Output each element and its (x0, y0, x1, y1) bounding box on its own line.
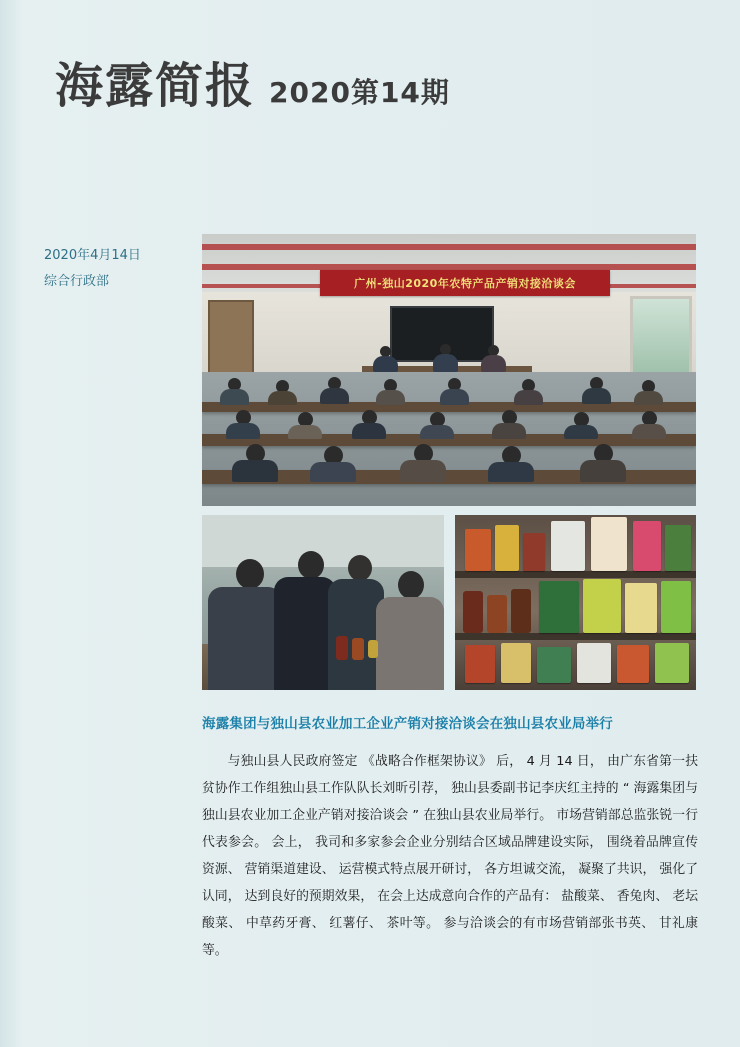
product-package (539, 581, 579, 633)
person-body (488, 462, 534, 482)
photo-product-discussion (202, 515, 444, 690)
person-body (440, 389, 469, 405)
shelf-board (455, 571, 696, 578)
person-body (226, 423, 260, 439)
person-body (352, 423, 386, 439)
person-body (582, 388, 611, 404)
person-body (492, 423, 526, 439)
department-name: 综合行政部 (44, 274, 110, 289)
person-body (310, 462, 356, 482)
product-package (617, 645, 649, 683)
person-body (481, 355, 506, 372)
person-body (208, 587, 282, 690)
product-package (665, 525, 691, 571)
person-head (236, 559, 264, 589)
person-body (376, 390, 405, 405)
product-package (501, 643, 531, 683)
person-head (398, 571, 424, 599)
person-body (376, 597, 444, 690)
publish-date: 2020年4月14日 (44, 248, 141, 263)
article-headline: 海露集团与独山县农业加工企业产销对接洽谈会在独山县农业局举行 (202, 716, 613, 732)
product-package (465, 529, 491, 571)
product-package (523, 533, 545, 571)
article-body: 与独山县人民政府签定 《战略合作框架协议》 后， 4 月 14 日， 由广东省第一扶贫协作工作组独山县工作队队长刘昕引荐， 独山县委副书记李庆红主持的 “ 海露集团与独山县农业加工企业产销对接洽谈会 ” 在独山县农业局举行。 市场营销部总监张锐一行代表参会。 会上， 我司和多家参会企业分别结合区域品牌建设实际， 围绕着品牌宣传资源、 营销渠道建设、 运营模式特点展开研讨， 各方坦诚交流， 凝聚了共识， 强化了认同， 达到良好的预期效果， 在会上达成意向合作的产品有： 盐酸菜、 香兔肉、 老坛酸菜、 中草药牙膏、 红薯仔、 茶叶等。 参与洽谈会的有市场营销部张书英、 甘礼康等。 (202, 754, 698, 958)
product-jar (487, 595, 507, 633)
photo-meeting-room (202, 234, 696, 506)
product-package (551, 521, 585, 571)
meeting-banner: 广州-独山2020年农特产品产销对接洽谈会 (320, 270, 610, 296)
meta-block (44, 243, 141, 295)
person-body (232, 460, 278, 482)
person-body (420, 425, 454, 439)
person-body (580, 460, 626, 482)
product-package (577, 643, 611, 683)
product-package (537, 647, 571, 683)
person-body (564, 425, 598, 439)
person-body (632, 424, 666, 439)
person-body (634, 391, 663, 405)
person-body (514, 390, 543, 405)
person-head (298, 551, 324, 579)
product-package (465, 645, 495, 683)
person-body (433, 354, 458, 372)
photo-product-display (455, 515, 696, 690)
masthead-issue: 2020第14期 (269, 76, 450, 109)
product-jar (352, 638, 364, 660)
ceiling-beam (202, 244, 696, 250)
person-body (288, 425, 322, 439)
product-package (661, 581, 691, 633)
person-body (220, 389, 249, 405)
person-body (373, 356, 398, 372)
product-package (591, 517, 627, 571)
masthead-title: 海露简报 (55, 58, 256, 114)
product-jar (368, 640, 378, 658)
masthead (55, 58, 450, 114)
product-package (633, 521, 661, 571)
person-body (400, 460, 446, 482)
product-package (655, 643, 689, 683)
product-package (495, 525, 519, 571)
product-jar (463, 591, 483, 633)
person-body (320, 388, 349, 404)
person-head (348, 555, 372, 581)
product-jar (511, 589, 531, 633)
shelf-board (455, 633, 696, 640)
product-package (583, 579, 621, 633)
product-jar (336, 636, 348, 660)
room-window (630, 296, 692, 380)
person-body (268, 391, 297, 405)
page-left-band (0, 0, 22, 1047)
person-body (274, 577, 336, 690)
product-package (625, 583, 657, 633)
